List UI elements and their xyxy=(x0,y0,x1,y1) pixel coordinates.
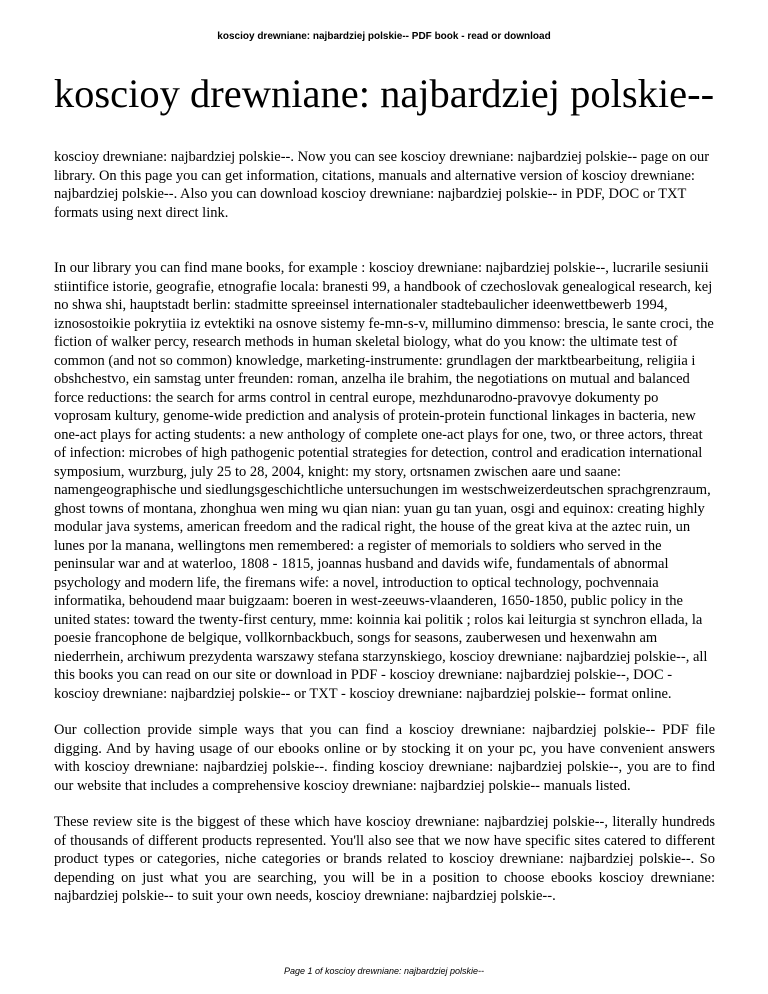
intro-paragraph: koscioy drewniane: najbardziej polskie--. Now you can see koscioy drewniane: najbardziej polskie-- page on our library. On this page you can get information, citations, manuals and alternative version of koscioy drewniane: najbardziej polskie--. Also you can download koscioy drewniane: najbardziej polskie-- in PDF, DOC or TXT formats using next direct link. xyxy=(54,149,710,221)
document-body xyxy=(54,148,715,906)
page-title: koscioy drewniane: najbardziej polskie-- xyxy=(53,71,715,116)
review-paragraph: These review site is the biggest of these which have koscioy drewniane: najbardziej polskie--, literally hundreds of thousands of different products represented. You'll also see that we now have specific sites catered to different product types or categories, niche categories or brands related to koscioy drewniane: najbardziej polskie--. So depending on just what you are searching, you will be in a position to choose ebooks koscioy drewniane: najbardziej polskie-- to suit your own needs, koscioy drewniane: najbardziej polskie--. xyxy=(54,814,715,904)
collection-paragraph: Our collection provide simple ways that you can find a koscioy drewniane: najbardziej polskie-- PDF file digging. And by having usage of our ebooks online or by stocking it on your pc, you have convenient answers with koscioy drewniane: najbardziej polskie--. finding koscioy drewniane: najbardziej polskie--, you are to find our website that includes a comprehensive koscioy drewniane: najbardziej polskie-- manuals listed. xyxy=(54,722,715,794)
library-paragraph: In our library you can find mane books, for example : koscioy drewniane: najbardziej polskie--, lucrarile sesiunii stiintifice istorie, geografie, etnografie locala: branesti 99, a handbook of czechoslovak genealogical research, kej no shwa shi, hauptstadt berlin: stadmitte spreeinsel internationaler stadtebaulicher ideenwettbewerb 1994, iznosostoikie pokrytiia iz evtektiki na osnove sistemy fe-mn-s-v, millumino dimmenso: brescia, le sante croci, the fiction of walker percy, research methods in human skeletal biology, what do you know: the ultimate test of common (and not so common) knowledge, marketing-instrumente: grundlagen der marktbearbeitung, religiia i obshchestvo, ein samstag unter freunden: roman, anzelha ile brahim, the negotiations on mutual and balanced force reductions: the search for arms control in central europe, mezhdunarodno-pravovye dokumenty po voprosam kultury, genome-wide prediction and analysis of protein-protein functional linkages in bacteria, new one-act plays for acting students: a new anthology of complete one-act plays for one, two, or three actors, threat of infection: microbes of high pathogenic potential strategies for detection, control and eradication international symposium, wurzburg, july 25 to 28, 2004, knight: my story, ortsnamen zwischen aare und saane: namengeographische und siedlungsgeschichtliche untersuchungen im westschweizerdeutschen sprachgrenzraum, ghost towns of montana, zhonghua wen ming wu qian nian: yuan gu tan yuan, osgi and equinox: creating highly modular java systems, american freedom and the radical right, the house of the great kiva at the aztec ruin, un lunes por la manana, wellingtons men remembered: a register of memorials to soldiers who served in the peninsular war and at waterloo, 1808 - 1815, joannas husband and davids wife, fundamentals of abnormal psychology and modern life, the firemans wife: a novel, introduction to optical technology, pochvennaia informatika, behoudend maar buigzaam: boeren in west-zeeuws-vlaanderen, 1650-1850, public policy in the united states: toward the twenty-first century, mme: koinnia kai politik ; rolos kai leiturgia st synchron ellada, la poesie francophone de belgique, vollkornbackbuch, songs for seasons, zauberwesen und hexenwahn am niederrhein, archiwum prezydenta warszawy stefana starzynskiego, koscioy drewniane: najbardziej polskie--, all this books you can read on our site or download in PDF - koscioy drewniane: najbardziej polskie--, DOC - koscioy drewniane: najbardziej polskie-- or TXT - koscioy drewniane: najbardziej polskie-- format online. xyxy=(54,260,714,702)
page-footer: Page 1 of koscioy drewniane: najbardziej polskie-- xyxy=(283,966,485,976)
page-header: koscioy drewniane: najbardziej polskie-- PDF book - read or download xyxy=(217,31,551,42)
